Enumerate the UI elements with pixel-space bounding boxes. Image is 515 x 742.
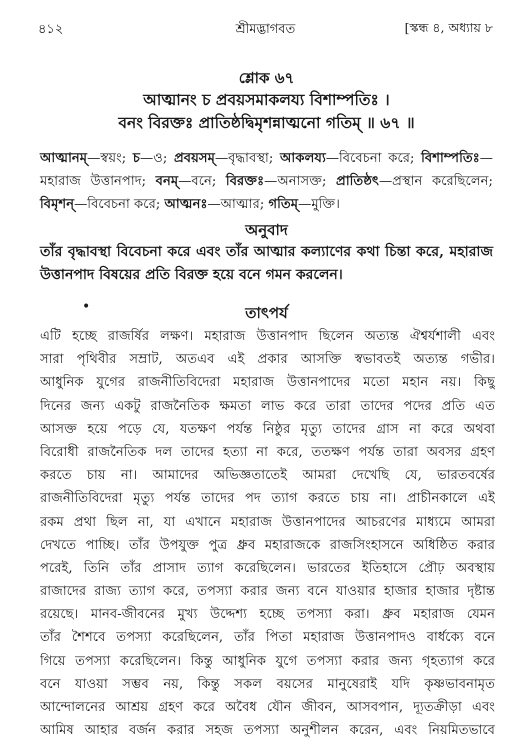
synonym-term: গতিম্ [268,197,299,212]
translation-text: তাঁর বৃদ্ধাবস্থা বিবেচনা করে এবং তাঁর আত্মার কল্যাণের কথা চিন্তা করে, মহারাজ উত্তানপাদ বিষয়ের প্রতি বিরক্ত হয়ে বনে গমন করলেন। [40,244,493,283]
purport-line: তাঁর শৈশবে তপস্যা করেছিলেন, তাঁর পিতা মহারাজ উত্তানপাদও বার্ধক্যে বনে [40,630,495,646]
page-header [38,20,493,42]
purport-line: আমিষ আহার বর্জন করার সহজ তপস্যা অনুশীলন করেন, এবং নিয়মিতভাবে [40,723,495,739]
synonym-meaning: ও [153,151,163,166]
synonym-term: বিশাম্পতিঃ [421,151,480,166]
synonym-term: আকলয্য [279,151,326,166]
synonym-meaning: আত্মার [220,197,260,212]
synonym-meaning: স্বয়ং [100,151,122,166]
synonym-entry: প্রাতিষ্ঠৎ—প্রস্থান করেছিলেন; [335,174,493,189]
synonym-meaning: বনে [191,174,212,189]
page-number: ৪১২ [38,22,64,37]
synonym-term: আত্মানম্ [40,151,88,166]
synonym-term: প্রাতিষ্ঠৎ [335,174,379,189]
synonym-entry: চ—ও; [132,151,174,166]
verse-heading: শ্লোক ৬৭ [238,69,295,87]
stray-dot-mark: • [82,299,91,315]
purport-line: রয়েছে। মানব-জীবনের মুখ্য উদ্দেশ্য হচ্ছে তপস্যা করা। ধ্রুব মহারাজ যেমন [40,607,495,623]
purport-line: আসক্ত হয়ে পড়ে যে, যতক্ষণ পর্যন্ত নিষ্ঠুর মৃত্যু তাদের গ্রাস না করে অথবা [40,421,495,437]
purport-line: দেখতে পাচ্ছি। তাঁর উপযুক্ত পুত্র ধ্রুব মহারাজকে রাজসিংহাসনে অধিষ্ঠিত করার [40,537,495,553]
synonym-entry: বনম্—বনে; [155,174,226,189]
synonym-meaning: বৃদ্ধাবস্থা [228,151,269,166]
purport-line: সারা পৃথিবীর সম্রাট, অতএব এই প্রকার আসক্তি স্বভাবতই অত্যন্ত গভীর। [40,352,495,368]
purport-line: এটি হচ্ছে রাজর্ষির লক্ষণ। মহারাজ উত্তানপাদ ছিলেন অত্যন্ত ঐশ্বর্যশালী এবং [40,329,495,344]
purport-line: রকম প্রথা ছিল না, যা এখানে মহারাজ উত্তানপাদের আচরণের মাধ্যমে আমরা [40,514,495,530]
purport-line: গিয়ে তপস্যা করেছিলেন। কিন্তু আধুনিক যুগে তপস্যা করার জন্য গৃহত্যাগ করে [40,653,495,669]
purport-heading: তাৎপর্য [245,304,288,322]
synonym-meaning: অনাসক্ত [277,174,322,189]
synonym-meaning: মুক্তি [311,197,336,212]
purport-line: পরেই, তিনি তাঁর প্রাসাদ ত্যাগ করেছিলেন। ভারতের ইতিহাসে প্রৌঢ় অবস্থায় [40,560,495,576]
chapter-reference: [স্কন্ধ ৪, অধ্যায় ৮ [404,20,493,35]
synonym-term: বিমৃশন্ [40,197,75,212]
synonym-term: প্রবয়সম্ [173,151,215,166]
purport-line: রাজনীতিবিদেরা মৃত্যু পর্যন্ত তাদের পদ ত্যাগ করতে চায় না। প্রাচীনকালে এই [40,491,495,507]
verse-line-2: বনং বিরক্তঃ প্রাতিষ্ঠদ্বিমৃশন্নাত্মনো গতিম্ ॥ ৬৭ ॥ [118,113,415,132]
synonym-entry: আত্মনঃ—আত্মার; [164,197,269,212]
synonym-entry: বিমৃশন্—বিবেচনা করে; [40,197,165,212]
purport-line: আন্দোলনের আশ্রয় গ্রহণ করে অবৈধ যৌন জীবন, আসবপান, দ্যূতক্রীড়া এবং [40,700,495,715]
purport-line: দিনের জন্য একটু রাজনৈতিক ক্ষমতা লাভ করে তারা তাদের পদের প্রতি এত [40,398,495,414]
purport-line: বনে যাওয়া সম্ভব নয়, কিন্তু সকল বয়সের মানুষেরাই যদি কৃষ্ণভাবনামৃত [40,676,495,692]
purport-line: করতে চায় না। আমাদের অভিজ্ঞতাতেই আমরা দেখেছি যে, ভারতবর্ষের [40,468,495,484]
purport-line: রাজাদের রাজ্য ত্যাগ করে, তপস্যা করার জন্য বনে যাওয়ার হাজার হাজার দৃষ্টান্ত [40,584,495,600]
synonyms [40,147,493,216]
synonym-meaning: বিবেচনা করে [339,151,410,166]
synonym-meaning: মহারাজ উত্তানপাদ [40,174,142,189]
purport-line: আধুনিক যুগের রাজনীতিবিদেরা মহারাজ উত্তানপাদের মতো মহান নয়। কিছু [40,375,495,391]
synonym-meaning: প্রস্থান করেছিলেন [392,174,489,189]
synonym-entry: প্রবয়সম্—বৃদ্ধাবস্থা; [173,151,280,166]
synonym-entry: বিরক্তঃ—অনাসক্ত; [225,174,336,189]
synonym-term: বনম্ [155,174,179,189]
purport-text [40,325,495,742]
synonym-meaning: বিবেচনা করে [87,197,156,212]
synonym-entry: আকলয্য—বিবেচনা করে; [279,151,422,166]
synonym-entry: আত্মানম্—স্বয়ং; [40,151,133,166]
synonym-term: বিরক্তঃ [225,174,265,189]
synonym-entry: বিশাম্পতিঃ—মহারাজ উত্তানপাদ; [40,151,493,189]
book-title: শ্রীমদ্ভাগবত [235,22,296,37]
synonym-term: আত্মনঃ [164,197,208,212]
translation-heading: অনুবাদ [245,221,288,239]
synonym-entry: গতিম্—মুক্তি। [268,197,340,212]
purport-line: বিরোধী রাজনৈতিক দল তাদের হত্যা না করে, ততক্ষণ পর্যন্ত তারা অবসর গ্রহণ [40,444,495,460]
verse-line-1: আত্মানং চ প্রবয়সমাকলয্য বিশাম্পতিঃ । [143,90,390,109]
synonym-term: চ [132,151,140,166]
